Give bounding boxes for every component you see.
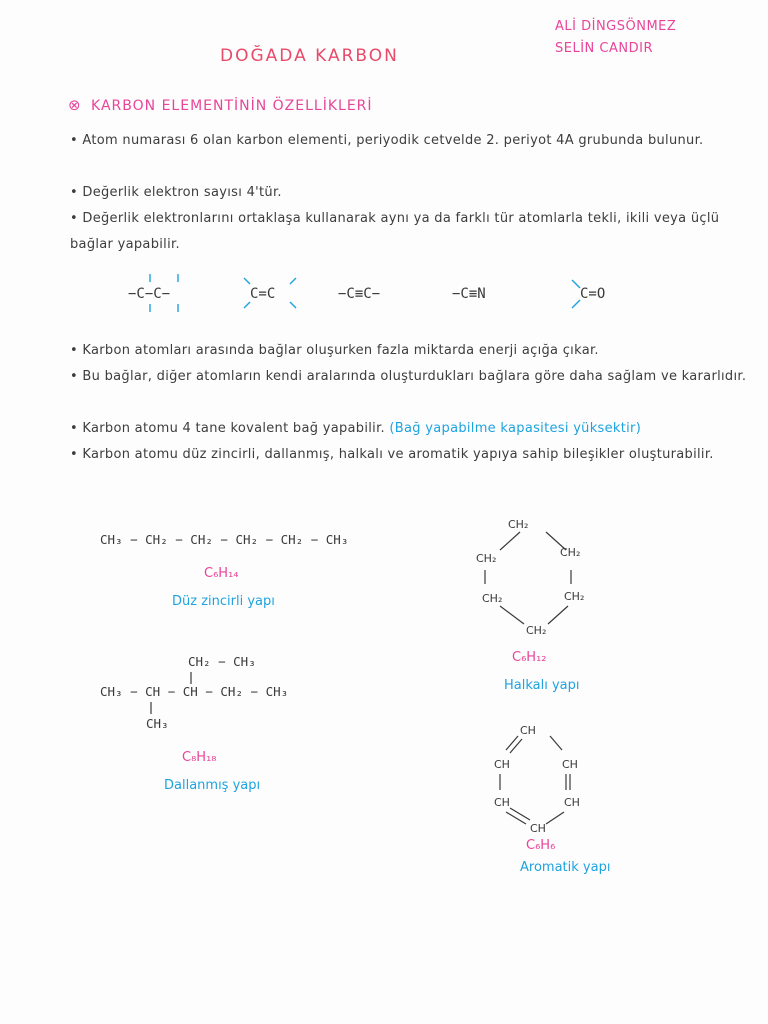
bullet-5: • Bu bağlar, diğer atomların kendi aralarında oluşturdukları bağlara göre daha sağlam ve kararlıdır.	[70, 369, 747, 384]
ring-atom-6: CH₂	[526, 624, 547, 637]
bullet-6-note: (Bağ yapabilme kapasitesi yüksektir)	[389, 421, 642, 436]
ring-atom-2: CH₂	[476, 552, 497, 565]
ring-label: Halkalı yapı	[504, 678, 580, 693]
bullet-6-text: • Karbon atomu 4 tane kovalent bağ yapabilir.	[70, 421, 385, 436]
straight-chain-formula: CH₃ − CH₂ − CH₂ − CH₂ − CH₂ − CH₃	[100, 532, 349, 547]
ring-molecular: C₆H₁₂	[512, 650, 547, 665]
aromatic-atom-2: CH	[494, 758, 510, 771]
bullet-2: • Değerlik elektron sayısı 4'tür.	[70, 185, 282, 200]
straight-chain-molecular: C₆H₁₄	[204, 566, 239, 581]
branched-molecular: C₈H₁₈	[182, 750, 217, 765]
branched-top: CH₂ − CH₃	[188, 654, 256, 669]
section-symbol: ⊗	[68, 96, 82, 114]
aromatic-atom-5: CH	[564, 796, 580, 809]
bond-single: −C−C−	[128, 286, 171, 302]
page-title: DOĞADA KARBON	[220, 46, 399, 66]
author-2: SELİN CANDIR	[555, 41, 653, 56]
bullet-3: • Değerlik elektronlarını ortaklaşa kullanarak aynı ya da farklı tür atomlarla tekli, ikili veya üçlü bağlar yapabilir.	[70, 211, 720, 252]
aromatic-label: Aromatik yapı	[520, 860, 611, 875]
section-heading-text: KARBON ELEMENTİNİN ÖZELLİKLERİ	[91, 98, 373, 114]
bond-triple: −C≡C−	[338, 286, 381, 302]
branched-bottom: CH₃	[146, 716, 169, 731]
aromatic-molecular: C₆H₆	[526, 838, 556, 853]
bond-double: C=C	[250, 286, 276, 302]
aromatic-atom-6: CH	[530, 822, 546, 835]
aromatic-atom-3: CH	[562, 758, 578, 771]
bullet-7: • Karbon atomu düz zincirli, dallanmış, halkalı ve aromatik yapıya sahip bileşikler oluşturabilir.	[70, 447, 714, 462]
bullet-1: • Atom numarası 6 olan karbon elementi, periyodik cetvelde 2. periyot 4A grubunda bulunur.	[70, 133, 704, 148]
ring-atom-4: CH₂	[482, 592, 503, 605]
ring-atom-5: CH₂	[564, 590, 585, 603]
bullet-4: • Karbon atomları arasında bağlar oluşurken fazla miktarda enerji açığa çıkar.	[70, 343, 599, 358]
bond-carbonyl: C=O	[580, 286, 606, 302]
authors	[555, 16, 676, 60]
bond-nitrile: −C≡N	[452, 286, 486, 302]
ring-structure	[468, 510, 598, 640]
branched-bond-down	[146, 700, 156, 716]
straight-chain-label: Düz zincirli yapı	[172, 594, 275, 609]
aromatic-atom-4: CH	[494, 796, 510, 809]
section-heading	[68, 96, 373, 114]
bullet-6	[70, 416, 760, 442]
ring-atom-1: CH₂	[508, 518, 529, 531]
bond-sketch-marks	[120, 270, 640, 320]
aromatic-structure	[486, 720, 596, 840]
branched-main: CH₃ − CH − CH − CH₂ − CH₃	[100, 684, 289, 699]
branched-label: Dallanmış yapı	[164, 778, 261, 793]
ring-atom-3: CH₂	[560, 546, 581, 559]
author-1: ALİ DİNGSÖNMEZ	[555, 19, 677, 34]
aromatic-atom-1: CH	[520, 724, 536, 737]
